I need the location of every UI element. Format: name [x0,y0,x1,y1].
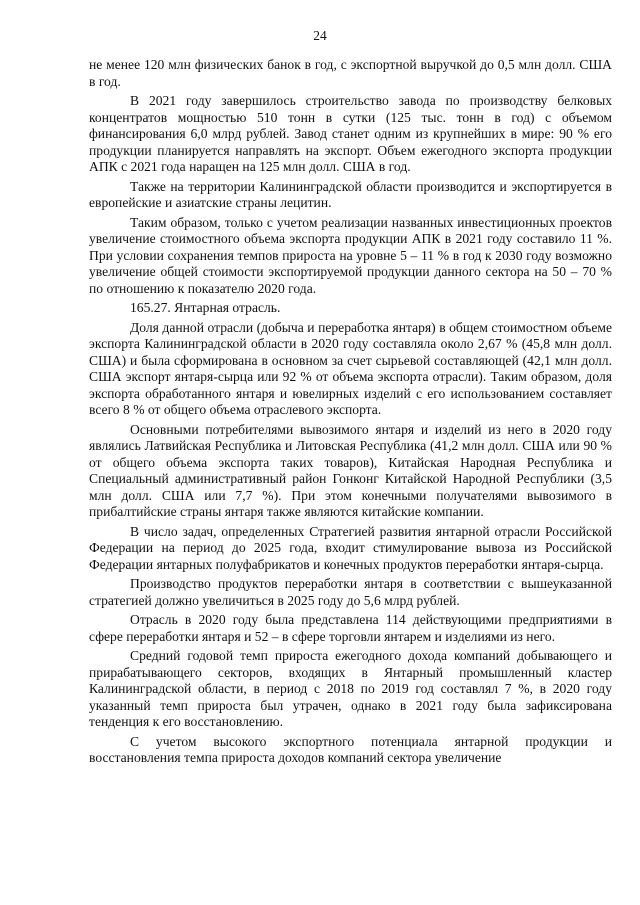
section-heading: 165.27. Янтарная отрасль. [130,300,281,315]
paragraph: Отрасль в 2020 году была представлена 114 действующими предприятиями в сфере переработки янтаря и 52 – в сфере торговли янтарем и изделиями из него. [89,612,612,644]
paragraph: В 2021 году завершилось строительство завода по производству белковых концентратов мощностью 510 тонн в сутки (125 тыс. тонн в год) с объемом финансирования 6,0 млрд рублей. Завод станет одним из крупнейших в мире: 90 % его продукции планируется направлять на экспорт. Объем ежегодного экспорта продукции АПК с 2021 года наращен на 125 млн долл. США в год. [89,93,612,174]
paragraph: не менее 120 млн физических банок в год, с экспортной выручкой до 0,5 млн долл. США в год. [89,57,612,89]
paragraph: В число задач, определенных Стратегией развития янтарной отрасли Российской Федерации на период до 2025 года, входит стимулирование вывоза из Российской Федерации янтарных полуфабрикатов и конечных продуктов переработки янтаря-сырца. [89,523,612,572]
paragraph: Таким образом, только с учетом реализации названных инвестиционных проектов увеличение стоимостного объема экспорта продукции АПК в 2021 году составило 11 %. При условии сохранения темпов прироста на уровне 5 – 11 % в год к 2030 году возможно увеличение общей стоимости экспортируемой продукции данного сектора на 50 – 70 % по отношению к показателю 2020 года. [89,214,612,296]
paragraph: Также на территории Калининградской области производится и экспортируется в европейские и азиатские страны лецитин. [89,178,612,210]
paragraph: Средний годовой темп прироста ежегодного дохода компаний добывающего и прирабатывающего секторов, входящих в Янтарный промышленный кластер Калининградской области, в период с 2018 по 2019 год составлял 7 %, в 2020 году указанный темп прироста был утрачен, однако в 2021 году была зафиксирована тенденция к его восстановлению. [89,648,612,729]
paragraph: Производство продуктов переработки янтаря в соответствии с вышеуказанной стратегией должно увеличиться в 2025 году до 5,6 млрд рублей. [89,576,612,608]
document-body [89,57,612,770]
page-number: 24 [313,28,327,43]
paragraph: Доля данной отрасли (добыча и переработка янтаря) в общем стоимостном объеме экспорта Калининградской области в 2020 году составляла около 2,67 % (45,8 млн долл. США) и была сформирована в основном за счет сырьевой составляющей (42,1 млн долл. США экспорт янтаря-сырца или 92 % от объема экспорта отрасли). Таким образом, доля экспорта обработанного янтаря и ювелирных изделий с его использованием составляет всего 8 % от общего объема отраслевого экспорта. [89,319,612,417]
paragraph: С учетом высокого экспортного потенциала янтарной продукции и восстановления темпа прироста доходов компаний сектора увеличение [89,733,612,765]
paragraph: Основными потребителями вывозимого янтаря и изделий из него в 2020 году являлись Латвийская Республика и Литовская Республика (41,2 млн долл. США или 90 % от общего объема экспорта таких товаров), Китайская Народная Республика и Специальный административный район Гонконг Китайской Народной Республики (3,5 млн долл. США или 7,7 %). При этом конечными получателями вывозимого в прибалтийские страны янтаря также являются китайские компании. [89,421,612,519]
